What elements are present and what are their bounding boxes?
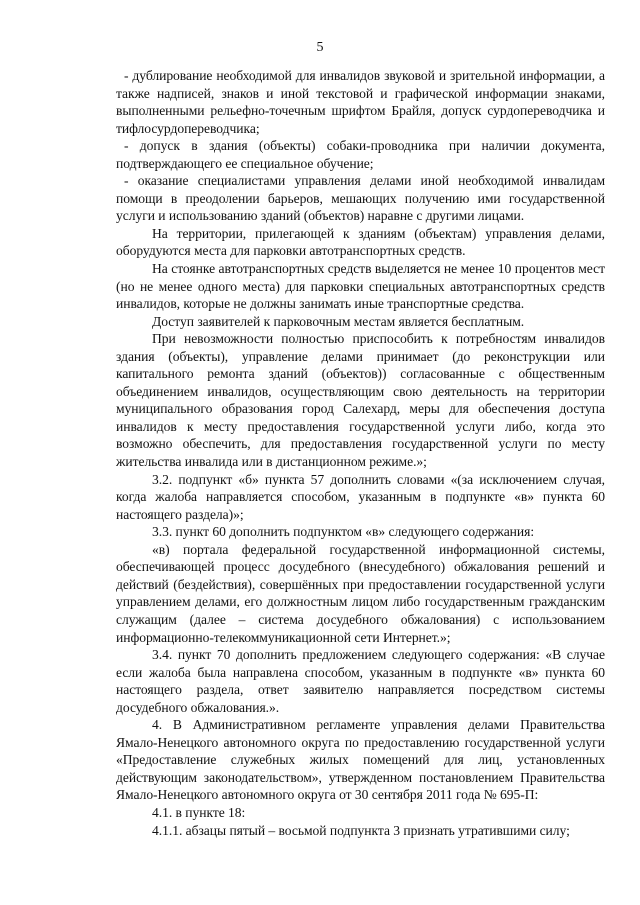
paragraph-item-3-4: 3.4. пункт 70 дополнить предложением следующего содержания: «В случае если жалоба была направлена способом, указанным в подпункте «в» пункта 60 настоящего раздела, ответ заявителю направляется посредством системы досудебного обжалования.». [116, 647, 605, 715]
paragraph-item-4: 4. В Административном регламенте управления делами Правительства Ямало-Ненецкого автономного округа по предоставлению государственной услуги «Предоставление служебных жилых помещений для лиц, установленных действующим законодательством», утвержденном постановлением Правительства Ямало-Ненецкого автономного округа от 30 сентября 2011 года № 695-П: [116, 717, 605, 803]
paragraph-item-4-1-1: 4.1.1. абзацы пятый – восьмой подпункта 3 признать утратившими силу; [152, 822, 570, 838]
paragraph-braille-duplication: - дублирование необходимой для инвалидов звуковой и зрительной информации, а также надписей, знаков и иной текстовой и графической информации знаками, выполненными рельефно-точечным шрифтом Брайля, допуск сурдопереводчика и тифлосурдопереводчика; [116, 68, 605, 136]
paragraph-guide-dog: - допуск в здания (объекты) собаки-проводника при наличии документа, подтверждающего ее специальное обучение; [116, 138, 605, 171]
paragraph-subitem-v: «в) портала федеральной государственной информационной системы, обеспечивающей процесс досудебного (внесудебного) обжалования решений и действий (бездействия), совершённых при предоставлении государственной услуги управлением делами, его должностным лицом либо государственным гражданским служащим (далее – система досудебного обжалования) с использованием информационно-телекоммуникационной сети Интернет.»; [116, 541, 605, 645]
paragraph-parking-share: На стоянке автотранспортных средств выделяется не менее 10 процентов мест (но не менее одного места) для парковки специальных автотранспортных средств инвалидов, которые не должны занимать иные транспортные средства. [116, 261, 605, 312]
paragraph-impossibility-measures: При невозможности полностью приспособить к потребностям инвалидов здания (объекты), управление делами принимает (до реконструкции или капитального ремонта зданий (объектов)) согласованные с общественным объединением инвалидов, осуществляющим свою деятельность на территории муниципального образования город Салехард, меры для обеспечения доступа инвалидов к месту предоставления государственной услуги либо, когда это возможно обеспечить, для предоставления государственной услуги по месту жительства инвалида или в дистанционном режиме.»; [116, 331, 605, 470]
paragraph-parking-territory: На территории, прилегающей к зданиям (объектам) управления делами, оборудуются места для парковки автотранспортных средств. [116, 225, 605, 259]
paragraph-specialist-assistance: - оказание специалистами управления делами иной необходимой инвалидам помощи в преодолении барьеров, мешающих получению ими государственной услуги и использованию зданий (объектов) наравне с другими лицами. [116, 173, 605, 224]
paragraph-item-4-1: 4.1. в пункте 18: [152, 804, 246, 820]
body-text [116, 67, 605, 839]
paragraph-item-3-3: 3.3. пункт 60 дополнить подпунктом «в» следующего содержания: [152, 524, 535, 540]
paragraph-item-3-2: 3.2. подпункт «б» пункта 57 дополнить словами «(за исключением случая, когда жалоба направляется способом, указанным в подпункте «в» пункта 60 настоящего раздела)»; [116, 471, 605, 522]
paragraph-parking-free: Доступ заявителей к парковочным местам является бесплатным. [152, 313, 525, 329]
page-number: 5 [316, 40, 324, 55]
